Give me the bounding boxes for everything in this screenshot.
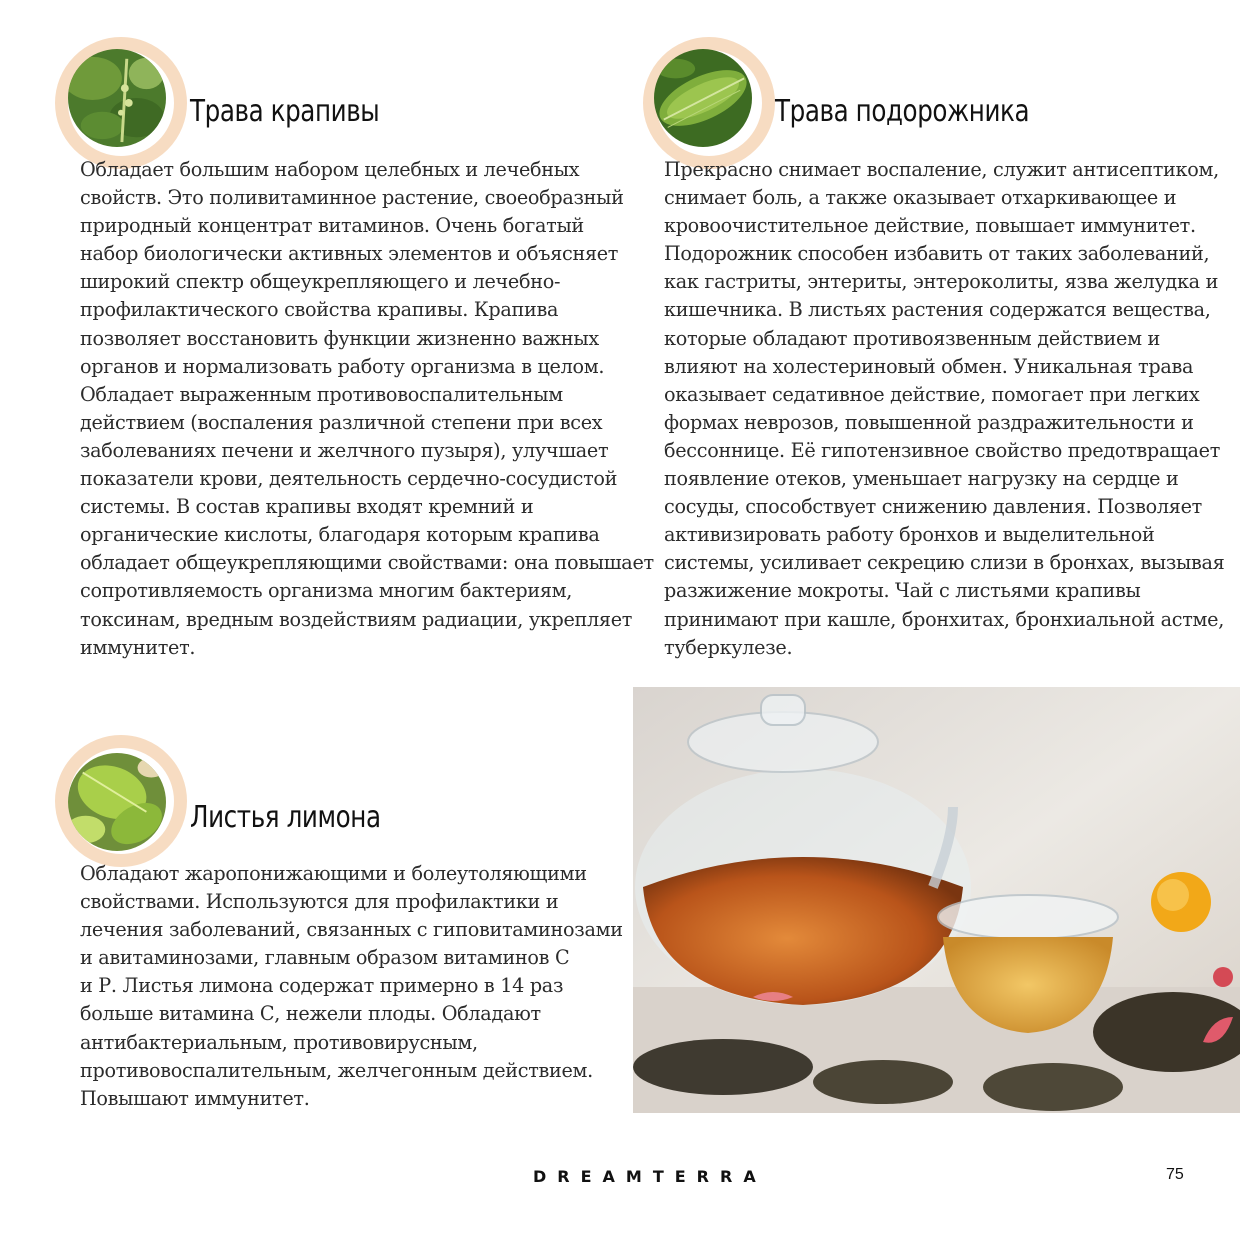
text-line: противовоспалительным, желчегонным действием. — [80, 1058, 593, 1082]
text-line: разжижение мокроты. Чай с листьями крапивы — [664, 579, 1141, 603]
text-line: снимает боль, а также оказывает отхаркивающее и — [664, 186, 1177, 210]
text-line: заболеваниях печени и желчного пузыря), улучшает — [80, 438, 609, 462]
text-line: которые обладают противоязвенным действием и — [664, 326, 1160, 350]
text-line: системы. В состав крапивы входят кремний и — [80, 495, 534, 519]
text-line: и авитаминозами, главным образом витаминов С — [80, 946, 570, 970]
text-line: больше витамина С, нежели плоды. Обладают — [80, 1002, 541, 1026]
text-line: органов и нормализовать работу организма в целом. — [80, 354, 605, 378]
text-line: кровоочистительное действие, повышает иммунитет. — [664, 214, 1196, 238]
text-line: Повышают иммунитет. — [80, 1086, 310, 1110]
lemon-leaf-photo — [68, 753, 166, 851]
text-line: свойств. Это поливитаминное растение, своеобразный — [80, 186, 624, 210]
text-line: появление отеков, уменьшает нагрузку на сердце и — [664, 467, 1179, 491]
text-line: формах неврозов, повышенной раздражительности и — [664, 410, 1194, 434]
text-line: Прекрасно снимает воспаление, служит антисептиком, — [664, 158, 1219, 181]
tea-photo — [633, 687, 1240, 1113]
text-line: бессоннице. Её гипотензивное свойство предотвращает — [664, 438, 1221, 462]
text-line: токсинам, вредным воздействиям радиации, укрепляет — [80, 607, 633, 631]
text-line: и Р. Листья лимона содержат примерно в 14 раз — [80, 974, 564, 998]
section-body — [80, 860, 623, 1113]
text-line: свойствами. Используются для профилактики и — [80, 890, 559, 914]
section-body — [80, 156, 654, 662]
text-line: Обладает большим набором целебных и лечебных — [80, 158, 580, 181]
text-line: системы, усиливает секрецию слизи в бронхах, вызывая — [664, 551, 1225, 575]
text-line: профилактического свойства крапивы. Крапива — [80, 298, 559, 322]
text-line: Обладает выраженным противовоспалительным — [80, 382, 563, 406]
brand-logo: DREAMTERRA — [533, 1167, 767, 1186]
text-line: обладает общеукрепляющими свойствами: она повышает — [80, 551, 654, 575]
text-line: сопротивляемость организма многим бактериям, — [80, 579, 573, 603]
text-line: принимают при кашле, бронхитах, бронхиальной астме, — [664, 607, 1225, 631]
text-line: иммунитет. — [80, 635, 196, 659]
text-line: влияют на холестериновый обмен. Уникальная трава — [664, 354, 1194, 378]
section-title: Трава крапивы — [190, 94, 380, 129]
plantain-photo — [654, 49, 752, 147]
text-line: кишечника. В листьях растения содержатся вещества, — [664, 298, 1211, 322]
text-line: широкий спектр общеукрепляющего и лечебно- — [80, 270, 561, 294]
text-line: лечения заболеваний, связанных с гиповитаминозами — [80, 918, 623, 942]
text-line: показатели крови, деятельность сердечно-сосудистой — [80, 467, 618, 491]
text-line: Подорожник способен избавить от таких заболеваний, — [664, 242, 1210, 266]
text-line: антибактериальным, противовирусным, — [80, 1030, 478, 1054]
section-title: Трава подорожника — [775, 94, 1030, 129]
section-title: Листья лимона — [190, 800, 381, 835]
text-line: природный концентрат витаминов. Очень богатый — [80, 214, 584, 238]
page-number: 75 — [1166, 1166, 1184, 1183]
section-body — [664, 156, 1224, 662]
text-line: оказывает седативное действие, помогает при легких — [664, 382, 1200, 406]
text-line: органические кислоты, благодаря которым крапива — [80, 523, 600, 547]
text-line: Обладают жаропонижающими и болеутоляющими — [80, 862, 587, 885]
text-line: туберкулезе. — [664, 635, 793, 659]
text-line: активизировать работу бронхов и выделительной — [664, 523, 1155, 547]
text-line: как гастриты, энтериты, энтероколиты, язва желудка и — [664, 270, 1219, 294]
text-line: действием (воспаления различной степени при всех — [80, 410, 603, 434]
text-line: позволяет восстановить функции жизненно важных — [80, 326, 599, 350]
text-line: набор биологически активных элементов и объясняет — [80, 242, 619, 266]
text-line: сосуды, способствует снижению давления. Позволяет — [664, 495, 1202, 519]
nettle-photo — [68, 49, 166, 147]
